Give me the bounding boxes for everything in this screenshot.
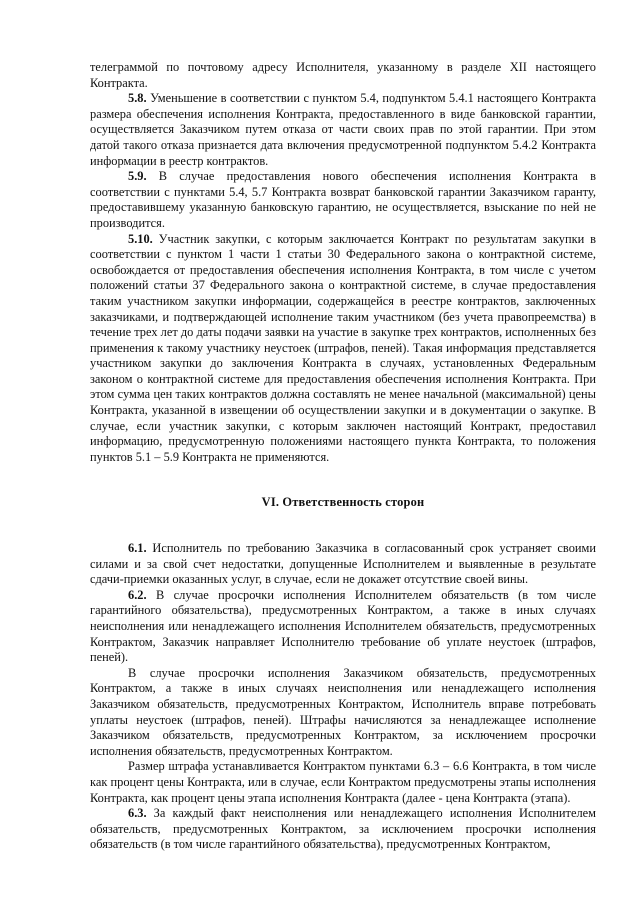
section-title: VI. Ответственность сторон	[261, 495, 425, 510]
document-page	[90, 60, 596, 853]
clause-number: 6.1.	[128, 541, 147, 556]
paragraph-text: За каждый факт неисполнения или ненадлежащего исполнения Исполнителем обязательств, предусмотренных Контрактом, за исключением просрочки исполнения обязательств (в том числе гарантийного обязательства), предусмотренных Контрактом,	[90, 806, 596, 852]
paragraph	[90, 806, 596, 853]
paragraph-text: В случае предоставления нового обеспечения исполнения Контракта в соответствии с пунктами 5.4, 5.7 Контракта возврат банковской гарантии Заказчиком гаранту, предоставившему указанную банковскую гарантию, не осуществляется, взыскание по ней не производится.	[90, 169, 596, 230]
paragraph-text: Уменьшение в соответствии с пунктом 5.4, подпунктом 5.4.1 настоящего Контракта размера обеспечения исполнения Контракта, предоставленного в виде банковской гарантии, осуществляется Заказчиком путем отказа от части своих прав по этой гарантии. При этом датой такого отказа признается дата включения предусмотренной подпунктом 5.4.2 Контракта информации в реестр контрактов.	[90, 91, 596, 168]
clause-number: 5.8.	[128, 91, 147, 106]
paragraph	[90, 588, 596, 666]
paragraph-text: Участник закупки, с которым заключается Контракт по результатам закупки в соответствии с пунктом 1 части 1 статьи 30 Федерального закона о контрактной системе, освобождается от предоставления обеспечения исполнения Контракта, в том числе с учетом положений статьи 37 Федерального закона о контрактной системе, в случае предоставления таким участником закупки информации, содержащейся в реестре контрактов, заключенных заказчиками, и подтверждающей исполнение таким участником (без учета правопреемства) в течение трех лет до даты подачи заявки на участие в закупке трех контрактов, исполненных без применения к такому участнику неустоек (штрафов, пеней). Такая информация представляется участником закупки до заключения Контракта в случаях, установленных Федеральным законом о контрактной системе для предоставления обеспечения исполнения Контракта. При этом сумма цен таких контрактов должна составлять не менее начальной (максимальной) цены Контракта, указанной в извещении об осуществлении закупки и в документации о закупке. В случае, если участник закупки, с которым заключен настоящий Контракт, предоставил информацию, предусмотренную положениями настоящего пункта Контракта, то положения пунктов 5.1 – 5.9 Контракта не применяются.	[90, 231, 596, 464]
section-v-continuation	[90, 60, 596, 465]
paragraph-text: В случае просрочки исполнения Исполнителем обязательств (в том числе гарантийного обязательства), предусмотренных Контрактом, а также в иных случаях неисполнения или ненадлежащего исполнения Исполнителем обязательств, предусмотренных Контрактом, Заказчик направляет Исполнителю требование об уплате неустоек (штрафов, пеней).	[90, 587, 596, 665]
clause-number: 6.3.	[128, 806, 147, 821]
paragraph	[90, 541, 596, 588]
clause-number: 5.9.	[128, 169, 147, 184]
paragraph-text: Размер штрафа устанавливается Контрактом пунктами 6.3 – 6.6 Контракта, в том числе как процент цены Контракта, или в случае, если Контрактом предусмотрены этапы исполнения Контракта, как процент цены этапа исполнения Контракта (далее - цена Контракта (этапа).	[90, 759, 596, 805]
paragraph-text: телеграммой по почтовому адресу Исполнителя, указанному в разделе XII настоящего Контракта.	[90, 60, 596, 90]
paragraph	[90, 232, 596, 466]
clause-number: 5.10.	[128, 231, 153, 246]
section-vi-body	[90, 541, 596, 853]
paragraph	[90, 169, 596, 231]
paragraph	[90, 759, 596, 806]
paragraph-text: Исполнитель по требованию Заказчика в согласованный срок устраняет своими силами и за свой счет недостатки, допущенные Исполнителем и выявленные в результате сдачи-приемки оказанных услуг, в случае, если не докажет отсутствие своей вины.	[90, 541, 596, 587]
paragraph	[90, 60, 596, 91]
paragraph	[90, 666, 596, 760]
paragraph-text: В случае просрочки исполнения Заказчиком обязательств, предусмотренных Контрактом, а также в иных случаях неисполнения или ненадлежащего исполнения Заказчиком обязательств, предусмотренных Контрактом, Исполнитель вправе потребовать уплаты неустоек (штрафов, пеней). Штрафы начисляются за ненадлежащее исполнение Заказчиком обязательств, предусмотренных Контрактом, за исключением просрочки исполнения обязательств, предусмотренных Контрактом.	[90, 665, 596, 758]
clause-number: 6.2.	[128, 587, 147, 602]
paragraph	[90, 91, 596, 169]
